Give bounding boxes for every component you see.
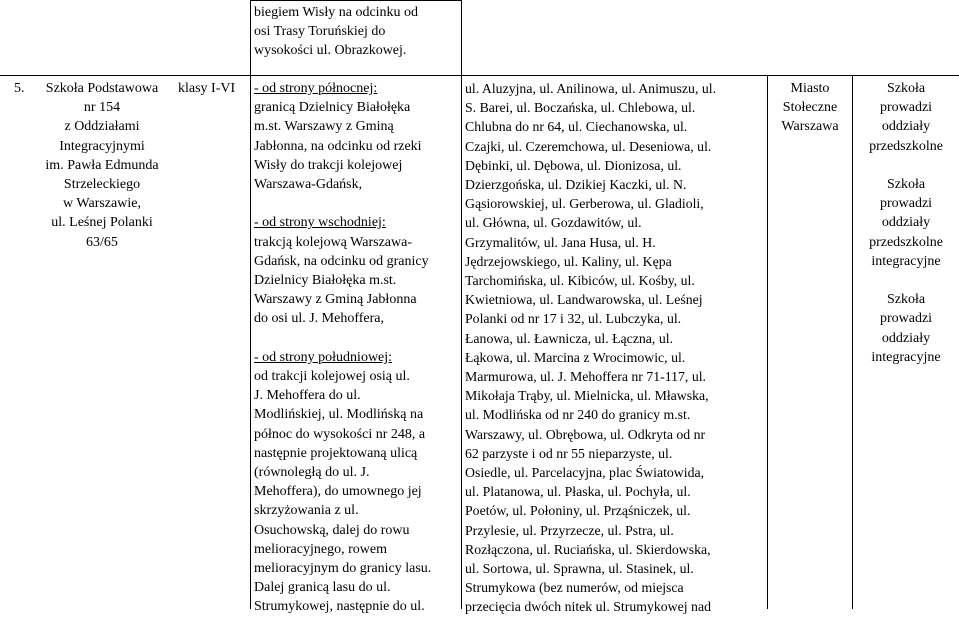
text-line: Dzielnicy Białołęka m.st. [254, 273, 397, 289]
text-line: Tarchomińska, ul. Kibiców, ul. Kośby, ul. [465, 273, 695, 289]
text-line: ul. Główna, ul. Gozdawitów, ul. [465, 215, 642, 231]
text-line: Szkoła [886, 177, 926, 192]
text-line: (równoległą do ul. J. [254, 465, 370, 481]
row-separator [0, 75, 959, 76]
text-line: Warszawy, ul. Obrębowa, ul. Odkryta od nr [465, 426, 706, 442]
text-line: przedszkolne [869, 234, 943, 250]
south-heading: - od strony południowej: [254, 349, 393, 365]
text-line: granicą Dzielnicy Białołęka [254, 100, 411, 116]
school-boundaries [254, 79, 460, 617]
text-line: skrzyżowania z ul. [254, 503, 359, 519]
text-line: ul. Leśnej Polanki [51, 215, 153, 231]
col-divider-1 [250, 0, 251, 609]
city-name [768, 79, 852, 137]
text-line: biegiem Wisły na odcinku od [254, 5, 419, 20]
text-line: ul. Sortowa, ul. Sprawna, ul. Stasinek, ul. [465, 561, 694, 577]
text-line: Jędrzejowskiego, ul. Kaliny, ul. Kępa [465, 253, 672, 269]
text-line: Łąkowa, ul. Marcina z Wrocimowic, ul. [465, 349, 686, 365]
school-types [853, 79, 959, 367]
text-line: Modlińskiej, ul. Modlińską na [254, 407, 424, 423]
text-line: prowadzi [879, 196, 933, 212]
text-line: melioracyjnym do granicy lasu. [254, 561, 432, 577]
text-line: osi Trasy Toruńskiej do [254, 24, 386, 40]
text-line: Szkoła [886, 292, 926, 308]
text-line: Osuchowską, dalej do rowu [254, 522, 410, 538]
east-heading: - od strony wschodniej: [254, 215, 386, 231]
text-line: następnie projektowaną ulicą [254, 445, 418, 461]
text-line: Polanki od nr 17 i 32, ul. Lubczyka, ul. [465, 311, 682, 327]
text-line: Dzierzgońska, ul. Dzikiej Kaczki, ul. N. [465, 177, 687, 193]
text-line: od trakcji kolejowej osią ul. [254, 369, 410, 385]
text-line: Gąsiorowskiej, ul. Gerberowa, ul. Gladioli, [465, 196, 704, 212]
text-line: melioracyjnego, rowem [254, 541, 387, 557]
text-line: wysokości ul. Obrazkowej. [254, 43, 407, 59]
text-line: Strumykowa (bez numerów, od miejsca [465, 580, 684, 596]
text-line: Dalej granicą lasu do ul. [254, 580, 391, 596]
grades-label: klasy I-VI [178, 81, 236, 96]
text-line: Szkoła Podstawowa [45, 81, 159, 96]
text-line: ul. Platanowa, ul. Płaska, ul. Pochyła, ul. [465, 484, 691, 500]
text-line: oddziały [881, 215, 931, 231]
text-line: Grzymalitów, ul. Jana Husa, ul. H. [465, 234, 656, 250]
text-line: Szkoła [886, 81, 926, 96]
text-line: Rozłączona, ul. Ruciańska, ul. Skierdowska, [465, 541, 711, 557]
text-line: Integracyjnymi [59, 138, 145, 154]
text-line: Mehoffera), do umownego jej [254, 484, 422, 500]
text-line: Dębinki, ul. Dębowa, ul. Dionizosa, ul. [465, 157, 682, 173]
text-line: Strzeleckiego [63, 177, 141, 193]
text-line: Warszawa-Gdańsk, [254, 177, 363, 193]
text-line: ul. Aluzyjna, ul. Anilinowa, ul. Animuszu, ul. [465, 81, 717, 96]
text-line: prowadzi [879, 100, 933, 116]
text-line: w Warszawie, [63, 196, 141, 212]
row-number: 5. [14, 81, 25, 96]
text-line: do osi ul. J. Mehoffera, [254, 311, 384, 327]
text-line: nr 154 [83, 100, 121, 116]
text-line: Stołeczne [782, 100, 838, 116]
text-line: oddziały [881, 330, 931, 346]
text-line: z Oddziałami [64, 119, 140, 135]
text-line: 63/65 [86, 234, 118, 250]
table-top-border [250, 0, 461, 1]
text-line: Kwietniowa, ul. Landwarowska, ul. Leśnej [465, 292, 703, 308]
text-line: północ do wysokości nr 248, a [254, 426, 426, 442]
text-line: Czajki, ul. Czeremchowa, ul. Deseniowa, ul. [465, 138, 712, 154]
text-line: Gdańsk, na odcinku od granicy [254, 253, 429, 269]
school-name [28, 79, 176, 252]
text-line: przedszkolne [869, 138, 943, 154]
text-line: prowadzi [879, 311, 933, 327]
text-line: Jabłonna, na odcinku od rzeki [254, 138, 422, 154]
street-list [465, 79, 765, 617]
text-line: Poetów, ul. Połoniny, ul. Prząśniczek, ul. [465, 503, 691, 519]
top-row-description [254, 3, 459, 61]
text-line: integracyjne [871, 349, 941, 365]
text-line: Miasto [790, 81, 830, 96]
north-heading: - od strony północnej: [254, 81, 378, 96]
text-line: J. Mehoffera do ul. [254, 388, 361, 404]
text-line: integracyjne [871, 253, 941, 269]
text-line: Wisły do trakcji kolejowej [254, 157, 403, 173]
text-line: przecięcia dwóch nitek ul. Strumykowej nad [465, 599, 711, 615]
text-line: ul. Modlińska od nr 240 do granicy m.st. [465, 407, 691, 423]
text-line: m.st. Warszawy z Gminą [254, 119, 394, 135]
text-line: Marmurowa, ul. J. Mehoffera nr 71-117, ul. [465, 369, 707, 385]
text-line: Warszawy z Gminą Jabłonna [254, 292, 417, 308]
text-line: oddziały [881, 119, 931, 135]
text-line: im. Pawła Edmunda [45, 157, 159, 173]
text-line: trakcją kolejową Warszawa- [254, 234, 412, 250]
text-line: Łanowa, ul. Ławnicza, ul. Łączna, ul. [465, 330, 674, 346]
text-line: S. Barei, ul. Boczańska, ul. Chlebowa, ul. [465, 100, 696, 116]
col-divider-2 [461, 0, 462, 609]
text-line: Mikołaja Trąby, ul. Mielnicka, ul. Mławska, [465, 388, 709, 404]
text-line: Chlubna do nr 64, ul. Ciechanowska, ul. [465, 119, 688, 135]
text-line: Osiedle, ul. Parcelacyjna, plac Światowida, [465, 465, 705, 481]
text-line: 62 parzyste i od nr 55 nieparzyste, ul. [465, 445, 673, 461]
text-line: Strumykowej, następnie do ul. [254, 599, 425, 615]
text-line: Warszawa [781, 119, 839, 135]
col-divider-3 [767, 75, 768, 609]
text-line: Przylesie, ul. Przyrzecze, ul. Pstra, ul. [465, 522, 674, 538]
